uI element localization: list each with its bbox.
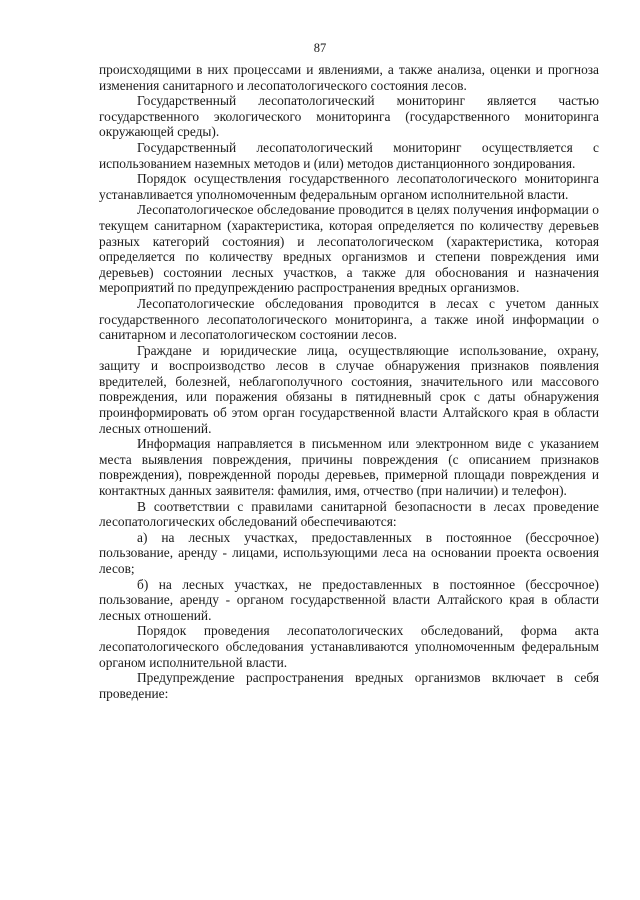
- paragraph-continuation: происходящими в них процессами и явлениями, а также анализа, оценки и прогноза изменения санитарного и лесопатологического состояния лесов.: [99, 62, 599, 93]
- list-item-a: а) на лесных участках, предоставленных в постоянное (бессрочное) пользование, аренду - лицами, использующими леса на основании проекта освоения лесов;: [99, 529, 599, 576]
- paragraph-monitoring-procedure: Порядок осуществления государственного лесопатологического мониторинга устанавливается уполномоченным федеральным органом исполнительной власти.: [99, 171, 599, 202]
- paragraph-monitoring-part: Государственный лесопатологический мониторинг является частью государственного экологического мониторинга (государственного мониторинга окружающей среды).: [99, 93, 599, 140]
- paragraph-survey-data: Лесопатологические обследования проводится в лесах с учетом данных государственного лесопатологического мониторинга, а также иной информации о санитарном и лесопатологическом состоянии лесов.: [99, 295, 599, 343]
- paragraph-prevention: Предупреждение распространения вредных организмов включает в себя проведение:: [99, 670, 599, 701]
- paragraph-survey-purpose: Лесопатологическое обследование проводится в целях получения информации о текущем санитарном (характеристика, которая определяется по количеству деревьев разных категорий состояния) и лесопатологическом (характеристика, которая определяется по количеству вредных организмов и степени повреждения ими деревьев) состоянии лесных участков, а также для обоснования и назначения мероприятий по предупреждению распространения вредных организмов.: [99, 202, 599, 296]
- list-item-b: б) на лесных участках, не предоставленных в постоянное (бессрочное) пользование, аренду - органом государственной власти Алтайского края в области лесных отношений.: [99, 576, 599, 623]
- page-number: 87: [313, 41, 327, 55]
- document-body: [99, 62, 599, 701]
- paragraph-monitoring-methods: Государственный лесопатологический мониторинг осуществляется с использованием наземных методов и (или) методов дистанционного зондирования.: [99, 139, 599, 171]
- paragraph-sanitary-rules: В соответствии с правилами санитарной безопасности в лесах проведение лесопатологических обследований обеспечиваются:: [99, 498, 599, 530]
- paragraph-information-content: Информация направляется в письменном или электронном виде с указанием места выявления повреждения, причины повреждения (с описанием признаков повреждения), поврежденной породы деревьев, примерной площади повреждения и контактных данных заявителя: фамилия, имя, отчество (при наличии) и телефон).: [99, 436, 599, 499]
- paragraph-obligation-to-inform: Граждане и юридические лица, осуществляющие использование, охрану, защиту и воспроизводство лесов в случае обнаружения признаков появления вредителей, болезней, неблагополучного состояния, значительного или массового повреждения, или поражения обязаны в пятидневный срок с даты обнаружения проинформировать об этом орган государственной власти Алтайского края в области лесных отношений.: [99, 342, 599, 436]
- paragraph-survey-procedure: Порядок проведения лесопатологических обследований, форма акта лесопатологического обследования устанавливаются уполномоченным федеральным органом исполнительной власти.: [99, 623, 599, 670]
